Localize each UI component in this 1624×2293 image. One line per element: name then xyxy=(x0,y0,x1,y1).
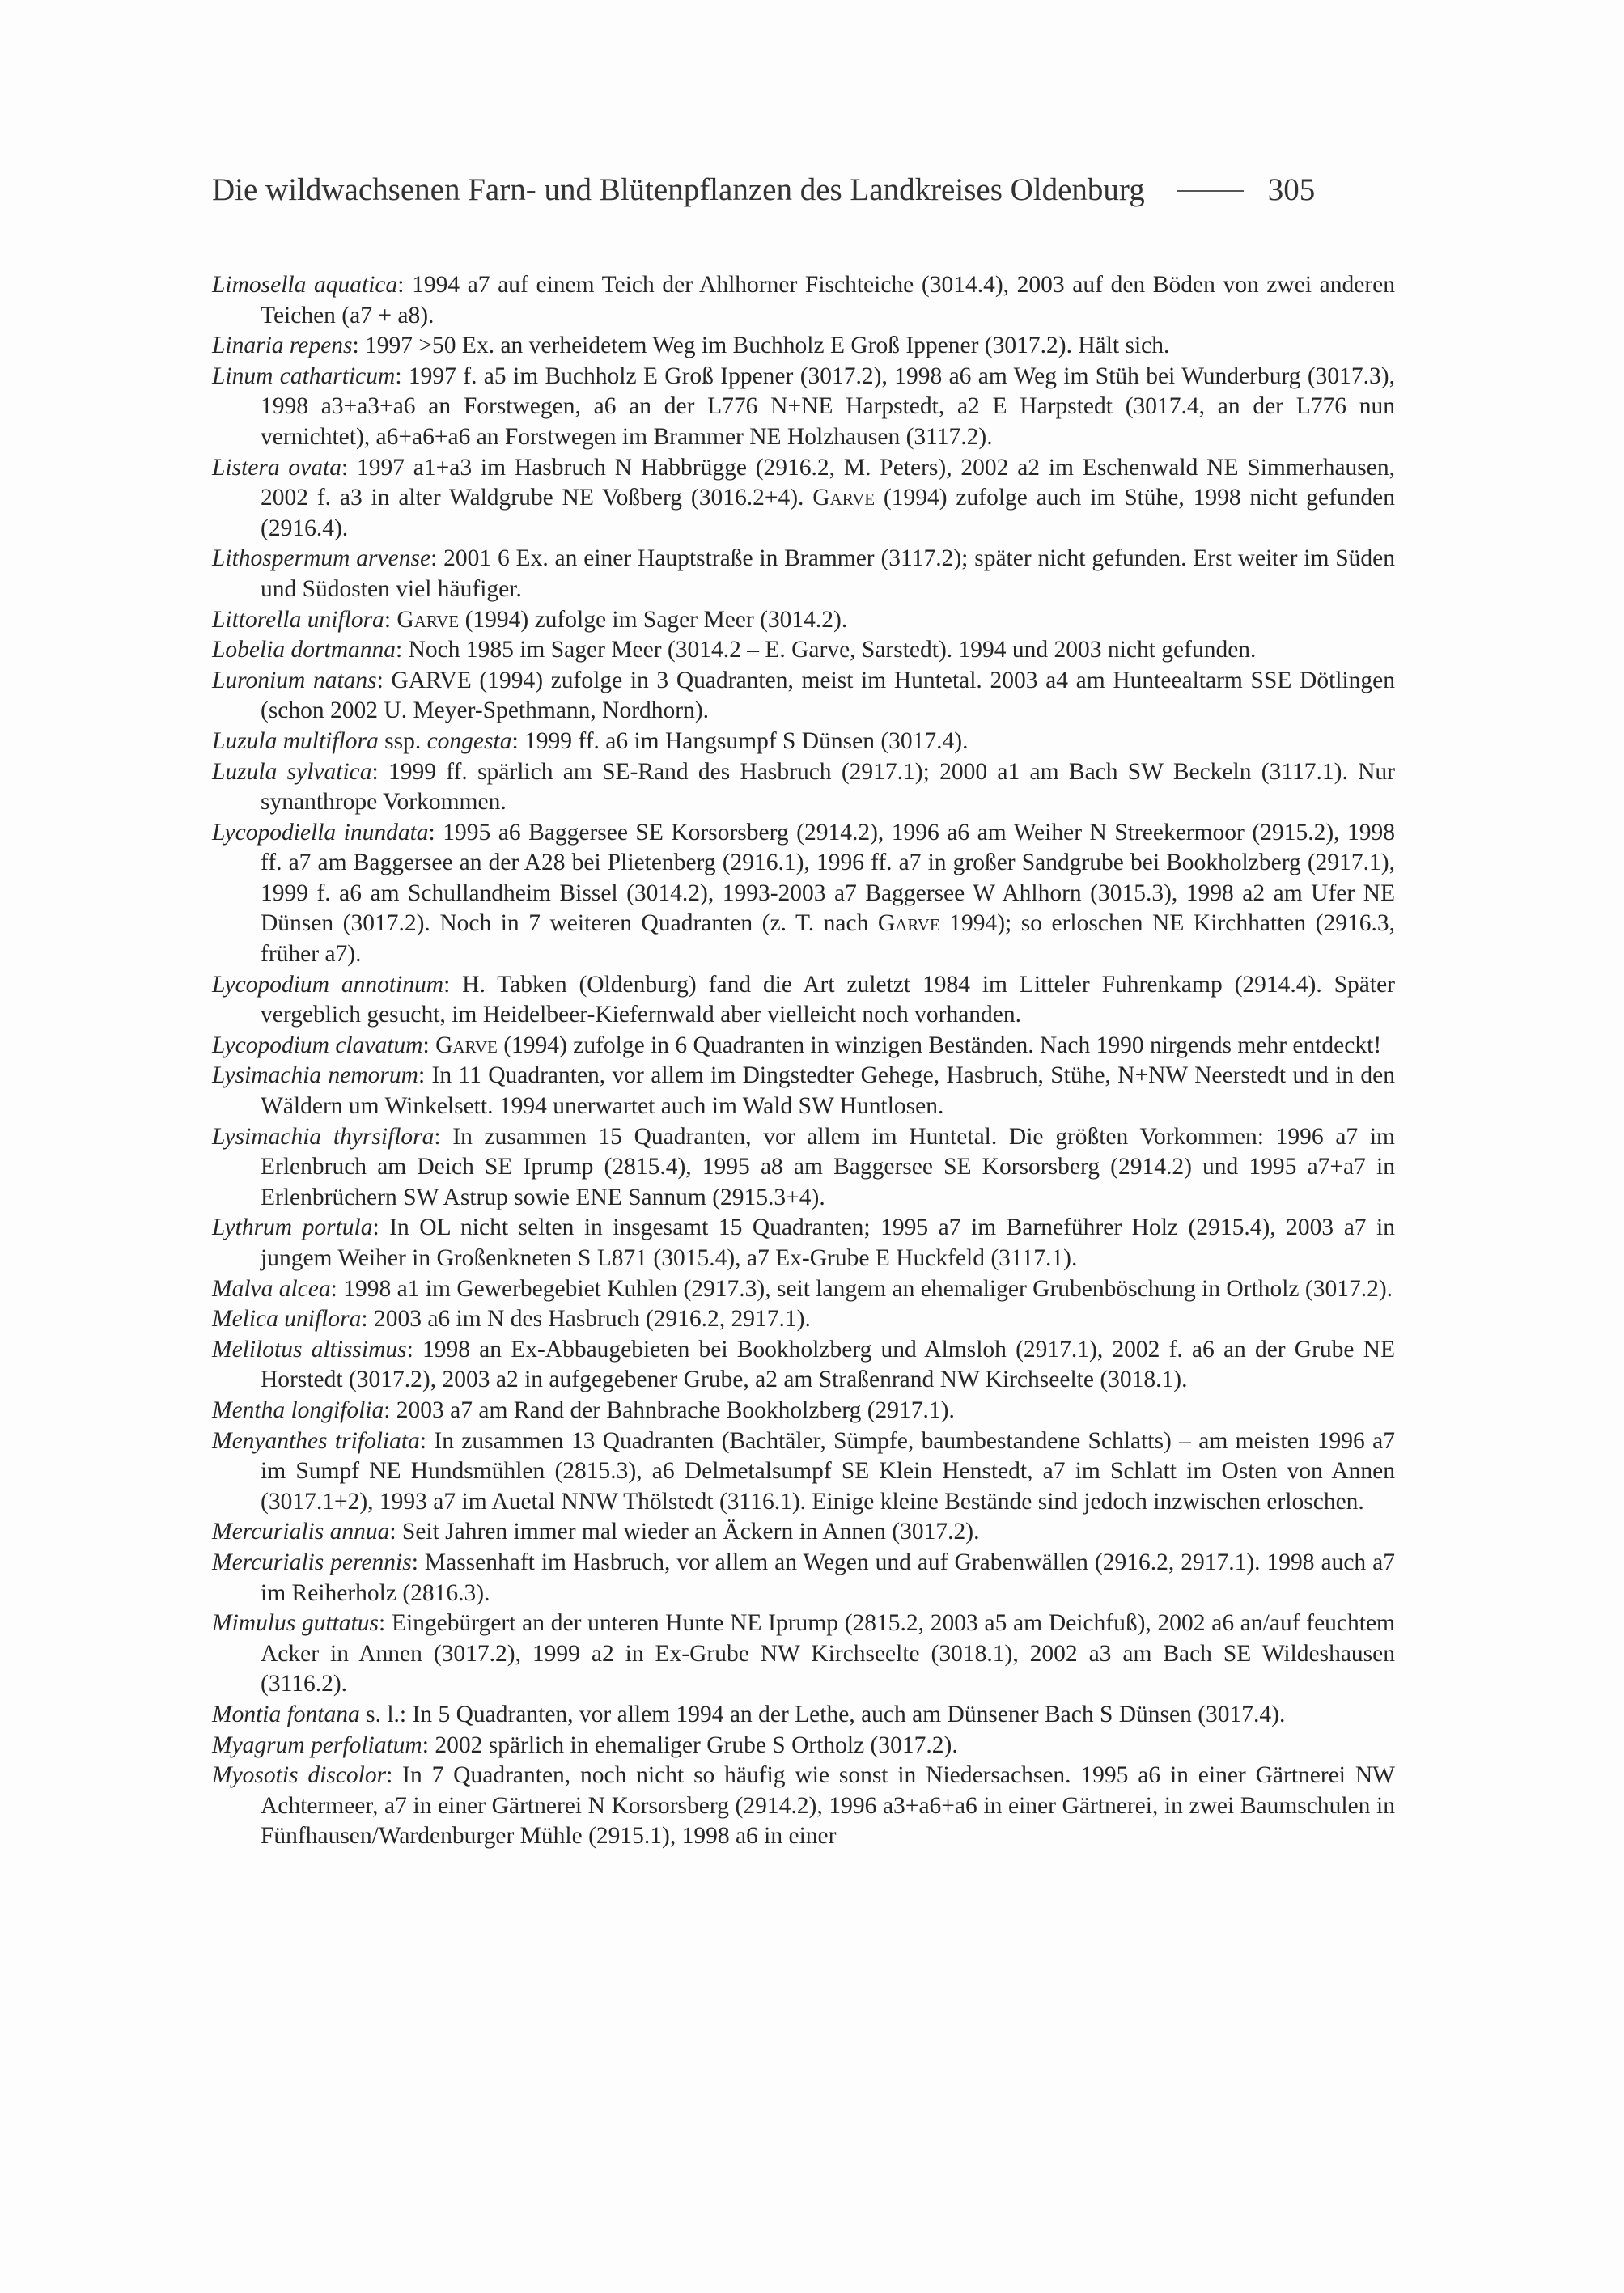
species-name: Lycopodium clavatum xyxy=(212,1032,423,1058)
entry-text: Noch 1985 im Sager Meer (3014.2 – E. Garve, Sarstedt). 1994 und 2003 nicht gefunden. xyxy=(408,637,1257,663)
species-name: Lythrum portula xyxy=(212,1214,373,1241)
species-entry: Lythrum portula: In OL nicht selten in insgesamt 15 Quadranten; 1995 a7 im Barneführer Holz (2915.4), 2003 a7 in jungem Weiher in Großenkneten S L871 (3015.4), a7 Ex-Grube E Huckfeld (3117.1). xyxy=(212,1214,1395,1271)
entry-text: In OL nicht selten in insgesamt 15 Quadranten; 1995 a7 im Barneführer Holz (2915.4), 2003 a7 in jungem Weiher in Großenkneten S L871 (3015.4), a7 Ex-Grube E Huckfeld (3117.1). xyxy=(261,1214,1395,1271)
entry-text: 1999 ff. spärlich am SE-Rand des Hasbruch (2917.1); 2000 a1 am Bach SW Beckeln (3117.1). Nur synanthrope Vorkommen. xyxy=(261,758,1395,816)
author-name: Garve xyxy=(396,606,460,633)
species-name: Mimulus guttatus xyxy=(212,1610,379,1637)
species-entry: Mimulus guttatus: Eingebürgert an der unteren Hunte NE Iprump (2815.2, 2003 a5 am Deichfuß), 2002 a6 an/auf feuchtem Acker in Annen (3017.2), 1999 a2 in Ex-Grube NW Kirchseelte (3018.1), 2002 a3 am Bach SE Wildeshausen (3116.2). xyxy=(212,1610,1395,1697)
species-entry: Lysimachia thyrsiflora: In zusammen 15 Quadranten, vor allem im Huntetal. Die größten Vorkommen: 1996 a7 im Erlenbruch am Deich SE Iprump (2815.4), 1995 a8 am Baggersee SE Korsorsberg (2914.2) und 1995 a7+a7 in Erlenbrüchern SW Astrup sowie ENE Sannum (2915.3+4). xyxy=(212,1123,1395,1210)
entry-text: In zusammen 15 Quadranten, vor allem im Huntetal. Die größten Vorkommen: 1996 a7 im Erlenbruch am Deich SE Iprump (2815.4), 1995 a8 am Baggersee SE Korsorsberg (2914.2) und 1995 a7+a7 in Erlenbrüchern SW Astrup sowie ENE Sannum (2915.3+4). xyxy=(261,1123,1395,1210)
entry-text-continued: (1994) zufolge im Sager Meer (3014.2). xyxy=(464,606,848,633)
species-name: Listera ovata xyxy=(212,454,341,481)
species-name: Menyanthes trifoliata xyxy=(212,1427,420,1454)
entry-text: Massenhaft im Hasbruch, vor allem an Wegen und auf Grabenwällen (2916.2, 2917.1). 1998 auch a7 im Reiherholz (2816.3). xyxy=(261,1549,1395,1606)
entry-text: In 7 Quadranten, noch nicht so häufig wie sonst in Niedersachsen. 1995 a6 in einer Gärtnerei NW Achtermeer, a7 in einer Gärtnerei N Korsorsberg (2914.2), 1996 a3+a6+a6 in einer Gärtnerei, in zwei Baumschulen in Fünfhausen/Wardenburger Mühle (2915.1), 1998 a6 in einer xyxy=(261,1762,1395,1850)
species-entry: Lobelia dortmanna: Noch 1985 im Sager Meer (3014.2 – E. Garve, Sarstedt). 1994 und 2003 nicht gefunden. xyxy=(212,637,1257,663)
species-name: Myagrum perfoliatum xyxy=(212,1731,422,1758)
species-name: Lobelia dortmanna xyxy=(212,637,396,663)
rank-abbreviation: ssp. xyxy=(384,727,422,754)
species-name: Mercurialis annua xyxy=(212,1519,390,1545)
species-name: Lycopodiella inundata xyxy=(212,819,429,846)
species-entry: Lithospermum arvense: 2001 6 Ex. an einer Hauptstraße in Brammer (3117.2); später nicht gefunden. Erst weiter im Süden und Südosten viel häufiger. xyxy=(212,545,1395,602)
species-name: Linaria repens xyxy=(212,333,353,359)
species-name: Luzula multiflora xyxy=(212,727,379,754)
species-entry: Melilotus altissimus: 1998 an Ex-Abbaugebieten bei Bookholzberg und Almsloh (2917.1), 2002 f. a6 an der Grube NE Horstedt (3017.2), 2003 a2 in aufgegebener Grube, a2 am Straßenrand NW Kirchseelte (3018.1). xyxy=(212,1336,1396,1393)
entry-text: In 11 Quadranten, vor allem im Dingstedter Gehege, Hasbruch, Stühe, N+NW Neerstedt und in den Wäldern um Winkelsett. 1994 unerwartet auch im Wald SW Huntlosen. xyxy=(261,1062,1395,1120)
species-entry: Montia fontana s. l.: In 5 Quadranten, vor allem 1994 an der Lethe, auch am Dünsener Bach S Dünsen (3017.4). xyxy=(212,1701,1286,1727)
entry-text: Seit Jahren immer mal wieder an Äckern in Annen (3017.2). xyxy=(401,1519,980,1545)
entry-text: 1997 a1+a3 im Hasbruch N Habbrügge (2916.2, M. Peters), 2002 a2 im Eschenwald NE Simmerhausen, 2002 f. a3 in alter Waldgrube NE Voßberg (3016.2+4). xyxy=(261,454,1395,511)
species-entry: Myagrum perfoliatum: 2002 spärlich in ehemaliger Grube S Ortholz (3017.2). xyxy=(212,1731,958,1758)
entry-text-continued: (1994) zufolge auch im Stühe, 1998 nicht gefunden (2916.4). xyxy=(261,485,1396,541)
species-entry: Limosella aquatica: 1994 a7 auf einem Teich der Ahlhorner Fischteiche (3014.4), 2003 auf den Böden von zwei anderen Teichen (a7 + a8). xyxy=(212,272,1396,328)
species-entry: Malva alcea: 1998 a1 im Gewerbegebiet Kuhlen (2917.3), seit langem an ehemaliger Grubenböschung in Ortholz (3017.2). xyxy=(212,1275,1393,1302)
author-name: Garve xyxy=(812,485,876,511)
entry-text: In 5 Quadranten, vor allem 1994 an der Lethe, auch am Dünsener Bach S Dünsen (3017.4). xyxy=(412,1701,1286,1727)
species-name: Mentha longifolia xyxy=(212,1397,384,1423)
species-entry: Mercurialis annua: Seit Jahren immer mal wieder an Äckern in Annen (3017.2). xyxy=(212,1519,980,1545)
species-entry: Littorella uniflora: Garve (1994) zufolge im Sager Meer (3014.2). xyxy=(212,606,848,633)
header-rule xyxy=(1177,190,1244,192)
species-entry: Linaria repens: 1997 >50 Ex. an verheidetem Weg im Buchholz E Groß Ippener (3017.2). Hält sich. xyxy=(212,333,1170,359)
entry-text: 2002 spärlich in ehemaliger Grube S Ortholz (3017.2). xyxy=(435,1731,958,1758)
species-name: Lycopodium annotinum xyxy=(212,971,444,998)
author-name: Garve xyxy=(435,1032,498,1058)
page-number: 305 xyxy=(1267,172,1316,207)
species-name: Montia fontana xyxy=(212,1701,360,1727)
species-list xyxy=(212,270,1395,1852)
entry-text: 1995 a6 Baggersee SE Korsorsberg (2914.2), 1996 a6 am Weiher N Streekermoor (2915.2), 1998 ff. a7 am Baggersee an der A28 bei Plietenberg (2916.1), 1996 ff. a7 in großer Sandgrube bei Bookholzberg (2917.1), 1999 f. a6 am Schullandheim Bissel (3014.2), 1993-2003 a7 Baggersee W Ahlhorn (3015.3), 1998 a2 am Ufer NE Dünsen (3017.2). Noch in 7 weiteren Quadranten (z. T. nach xyxy=(261,819,1396,937)
species-entry: Luronium natans: GARVE (1994) zufolge in 3 Quadranten, meist im Huntetal. 2003 a4 am Hunteealtarm SSE Dötlingen (schon 2002 U. Meyer-Spethmann, Nordhorn). xyxy=(212,667,1395,724)
species-name: Luronium natans xyxy=(212,667,377,693)
species-entry: Myosotis discolor: In 7 Quadranten, noch nicht so häufig wie sonst in Niedersachsen. 1995 a6 in einer Gärtnerei NW Achtermeer, a7 in einer Gärtnerei N Korsorsberg (2914.2), 1996 a3+a6+a6 in einer Gärtnerei, in zwei Baumschulen in Fünfhausen/Wardenburger Mühle (2915.1), 1998 a6 in einer xyxy=(212,1762,1395,1850)
species-entry: Mercurialis perennis: Massenhaft im Hasbruch, vor allem an Wegen und auf Grabenwällen (2916.2, 2917.1). 1998 auch a7 im Reiherholz (2816.3). xyxy=(212,1549,1395,1606)
entry-text: 2001 6 Ex. an einer Hauptstraße in Brammer (3117.2); später nicht gefunden. Erst weiter im Süden und Südosten viel häufiger. xyxy=(261,545,1395,602)
species-name: Limosella aquatica xyxy=(212,272,398,298)
species-name: Malva alcea xyxy=(212,1275,331,1302)
entry-text: H. Tabken (Oldenburg) fand die Art zuletzt 1984 im Litteler Fuhrenkamp (2914.4). Später vergeblich gesucht, im Heidelbeer-Kiefernwald aber vielleicht noch vorhanden. xyxy=(261,971,1395,1028)
species-name: Lysimachia nemorum xyxy=(212,1062,418,1089)
species-entry: Mentha longifolia: 2003 a7 am Rand der Bahnbrache Bookholzberg (2917.1). xyxy=(212,1397,955,1423)
entry-text: 1999 ff. a6 im Hangsumpf S Dünsen (3017.4). xyxy=(524,727,969,754)
rank-abbreviation: s. l. xyxy=(366,1701,400,1727)
species-name: Luzula sylvatica xyxy=(212,758,372,785)
species-name: Mercurialis perennis xyxy=(212,1549,412,1575)
entry-text-continued: (1994) zufolge in 6 Quadranten in winzigen Beständen. Nach 1990 nirgends mehr entdeckt! xyxy=(503,1032,1382,1058)
species-entry: Lysimachia nemorum: In 11 Quadranten, vor allem im Dingstedter Gehege, Hasbruch, Stühe, N+NW Neerstedt und in den Wäldern um Winkelsett. 1994 unerwartet auch im Wald SW Huntlosen. xyxy=(212,1062,1395,1120)
species-entry: Lycopodiella inundata: 1995 a6 Baggersee SE Korsorsberg (2914.2), 1996 a6 am Weiher N Streekermoor (2915.2), 1998 ff. a7 am Baggersee an der A28 bei Plietenberg (2916.1), 1996 ff. a7 in großer Sandgrube bei Bookholzberg (2917.1), 1999 f. a6 am Schullandheim Bissel (3014.2), 1993-2003 a7 Baggersee W Ahlhorn (3015.3), 1998 a2 am Ufer NE Dünsen (3017.2). Noch in 7 weiteren Quadranten (z. T. nach Garve 1994); so erloschen NE Kirchhatten (2916.3, früher a7). xyxy=(212,819,1396,968)
entry-text: 1997 >50 Ex. an verheidetem Weg im Buchholz E Groß Ippener (3017.2). Hält sich. xyxy=(365,333,1170,359)
entry-text: 2003 a6 im N des Hasbruch (2916.2, 2917.1). xyxy=(373,1306,811,1333)
species-entry: Lycopodium annotinum: H. Tabken (Oldenburg) fand die Art zuletzt 1984 im Litteler Fuhrenkamp (2914.4). Später vergeblich gesucht, im Heidelbeer-Kiefernwald aber vielleicht noch vorhanden. xyxy=(212,971,1395,1028)
entry-text: 1994 a7 auf einem Teich der Ahlhorner Fischteiche (3014.4), 2003 auf den Böden von zwei anderen Teichen (a7 + a8). xyxy=(261,272,1396,328)
entry-text: GARVE (1994) zufolge in 3 Quadranten, meist im Huntetal. 2003 a4 am Hunteealtarm SSE Dötlingen (schon 2002 U. Meyer-Spethmann, Nordhorn). xyxy=(261,667,1395,724)
species-entry: Menyanthes trifoliata: In zusammen 13 Quadranten (Bachtäler, Sümpfe, baumbestandene Schlatts) – am meisten 1996 a7 im Sumpf NE Hundsmühlen (2815.3), a6 Delmetalsumpf SE Klein Henstedt, a7 im Schlatt im Osten von Annen (3017.1+2), 1993 a7 im Auetal NNW Thölstedt (3116.1). Einige kleine Bestände sind jedoch inzwischen erloschen. xyxy=(212,1427,1395,1515)
species-name: Melica uniflora xyxy=(212,1306,362,1333)
species-entry: Lycopodium clavatum: Garve (1994) zufolge in 6 Quadranten in winzigen Beständen. Nach 1990 nirgends mehr entdeckt! xyxy=(212,1032,1382,1058)
running-title: Die wildwachsenen Farn- und Blütenpflanzen des Landkreises Oldenburg xyxy=(212,172,1145,207)
species-name: Lithospermum arvense xyxy=(212,545,431,572)
entry-text: 1998 an Ex-Abbaugebieten bei Bookholzberg und Almsloh (2917.1), 2002 f. a6 an der Grube NE Horstedt (3017.2), 2003 a2 in aufgegebener Grube, a2 am Straßenrand NW Kirchseelte (3018.1). xyxy=(261,1336,1396,1393)
species-entry: Listera ovata: 1997 a1+a3 im Hasbruch N Habbrügge (2916.2, M. Peters), 2002 a2 im Eschenwald NE Simmerhausen, 2002 f. a3 in alter Waldgrube NE Voßberg (3016.2+4). Garve (1994) zufolge auch im Stühe, 1998 nicht gefunden (2916.4). xyxy=(212,454,1396,541)
species-name: Melilotus altissimus xyxy=(212,1336,407,1363)
author-name: Garve xyxy=(877,910,940,937)
entry-text: 2003 a7 am Rand der Bahnbrache Bookholzberg (2917.1). xyxy=(396,1397,955,1423)
species-entry: Luzula multiflora ssp. congesta: 1999 ff. a6 im Hangsumpf S Dünsen (3017.4). xyxy=(212,727,969,754)
subspecies-name: congesta xyxy=(426,727,512,754)
species-name: Myosotis discolor xyxy=(212,1762,387,1789)
entry-text-continued: 1994); so erloschen NE Kirchhatten (2916.3, früher a7). xyxy=(261,910,1395,968)
species-name: Lysimachia thyrsiflora xyxy=(212,1123,435,1150)
species-name: Linum catharticum xyxy=(212,362,396,389)
species-name: Littorella uniflora xyxy=(212,606,384,633)
entry-text: 1998 a1 im Gewerbegebiet Kuhlen (2917.3), seit langem an ehemaliger Grubenböschung in Ortholz (3017.2). xyxy=(343,1275,1393,1302)
entry-text: Eingebürgert an der unteren Hunte NE Iprump (2815.2, 2003 a5 am Deichfuß), 2002 a6 an/auf feuchtem Acker in Annen (3017.2), 1999 a2 in Ex-Grube NW Kirchseelte (3018.1), 2002 a3 am Bach SE Wildeshausen (3116.2). xyxy=(261,1610,1395,1697)
entry-text: In zusammen 13 Quadranten (Bachtäler, Sümpfe, baumbestandene Schlatts) – am meisten 1996 a7 im Sumpf NE Hundsmühlen (2815.3), a6 Delmetalsumpf SE Klein Henstedt, a7 im Schlatt im Osten von Annen (3017.1+2), 1993 a7 im Auetal NNW Thölstedt (3116.1). Einige kleine Bestände sind jedoch inzwischen erloschen. xyxy=(261,1427,1395,1515)
species-entry: Luzula sylvatica: 1999 ff. spärlich am SE-Rand des Hasbruch (2917.1); 2000 a1 am Bach SW Beckeln (3117.1). Nur synanthrope Vorkommen. xyxy=(212,758,1395,816)
species-entry: Linum catharticum: 1997 f. a5 im Buchholz E Groß Ippener (3017.2), 1998 a6 am Weg im Stüh bei Wunderburg (3017.3), 1998 a3+a3+a6 an Forstwegen, a6 an der L776 N+NE Harpstedt, a2 E Harpstedt (3017.4, an der L776 nun vernichtet), a6+a6+a6 an Forstwegen im Brammer NE Holzhausen (3117.2). xyxy=(212,362,1395,450)
entry-text: 1997 f. a5 im Buchholz E Groß Ippener (3017.2), 1998 a6 am Weg im Stüh bei Wunderburg (3017.3), 1998 a3+a3+a6 an Forstwegen, a6 an der L776 N+NE Harpstedt, a2 E Harpstedt (3017.4, an der L776 nun vernichtet), a6+a6+a6 an Forstwegen im Brammer NE Holzhausen (3117.2). xyxy=(261,362,1395,450)
species-entry: Melica uniflora: 2003 a6 im N des Hasbruch (2916.2, 2917.1). xyxy=(212,1306,811,1333)
running-header xyxy=(212,167,1395,212)
